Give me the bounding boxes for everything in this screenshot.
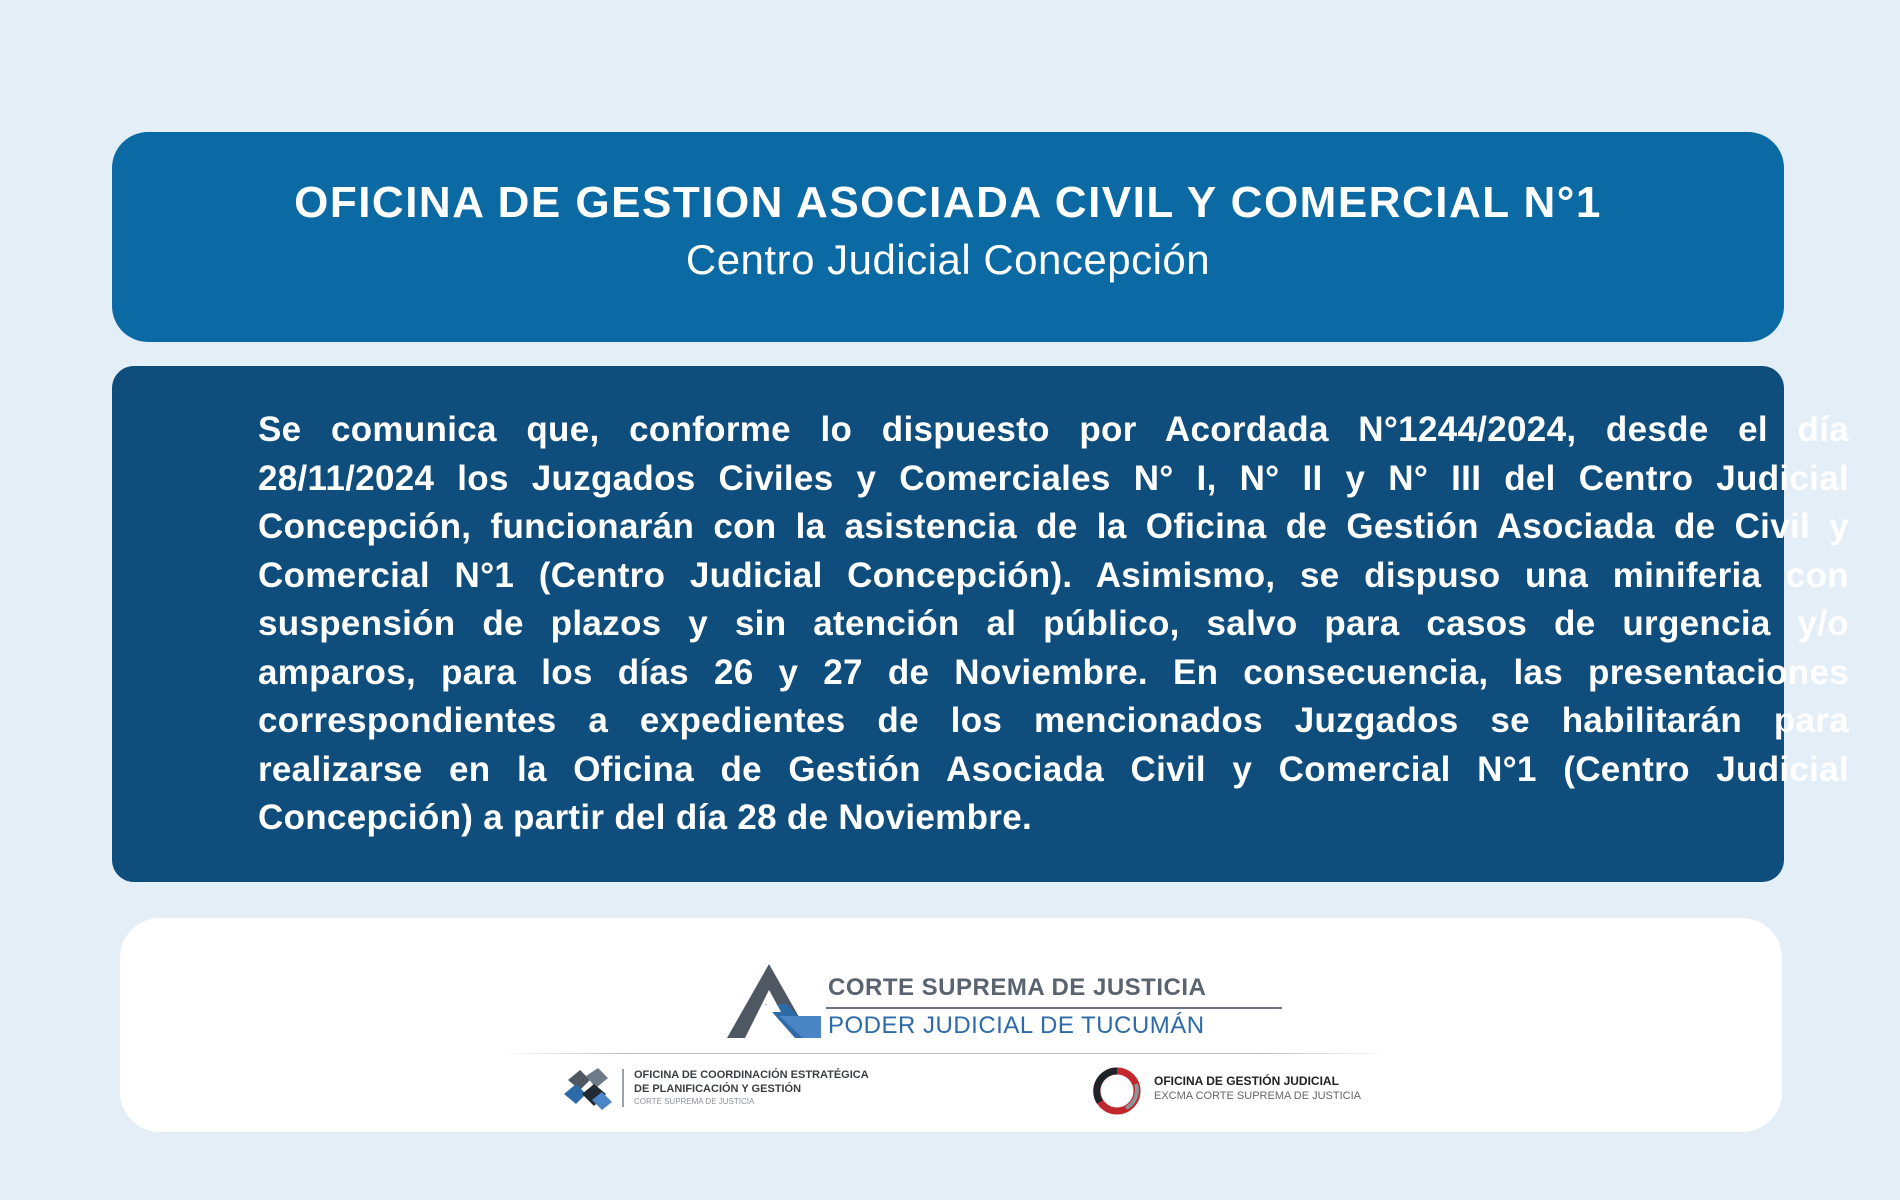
notice-line: correspondientes a expedientes de los mencionados Juzgados se habilitarán para <box>258 701 1849 740</box>
notice-line: Concepción) a partir del día 28 de Noviembre. <box>258 798 1032 837</box>
office-title: OFICINA DE GESTION ASOCIADA CIVIL Y COMERCIAL N°1 <box>294 178 1602 227</box>
csj-logo-icon <box>725 960 825 1040</box>
notice-line: amparos, para los días 26 y 27 de Noviembre. En consecuencia, las presentaciones <box>258 652 1849 692</box>
csj-subtitle: PODER JUDICIAL DE TUCUMÁN <box>828 1012 1205 1039</box>
ocepg-separator <box>622 1069 624 1107</box>
notice-line: Se comunica que, conforme lo dispuesto por Acordada N°1244/2024, desde el día <box>258 410 1849 449</box>
ogj-label <box>1154 1074 1361 1103</box>
notice-panel <box>112 366 1849 882</box>
notice-line: realizarse en la Oficina de Gestión Asociada Civil y Comercial N°1 (Centro Judicial <box>258 749 1849 789</box>
footer-logos <box>120 918 1782 1132</box>
notice-line: 28/11/2024 los Juzgados Civiles y Comerciales N° I, N° II y N° III del Centro Judicial <box>258 458 1849 498</box>
notice-line: Concepción, funcionarán con la asistencia de la Oficina de Gestión Asociada de Civil y <box>258 507 1849 546</box>
notice-line: suspensión de plazos y sin atención al público, salvo para casos de urgencia y/o <box>258 604 1849 643</box>
notice-line: Comercial N°1 (Centro Judicial Concepción). Asimismo, se dispuso una miniferia con <box>258 555 1849 595</box>
ocepg-line1: OFICINA DE COORDINACIÓN ESTRATÉGICA <box>634 1069 869 1081</box>
office-subtitle: Centro Judicial Concepción <box>685 236 1211 283</box>
ogj-line1: OFICINA DE GESTIÓN JUDICIAL <box>1154 1074 1339 1088</box>
footer-divider <box>500 1053 1390 1054</box>
ogj-line2: EXCMA CORTE SUPREMA DE JUSTICIA <box>1154 1090 1362 1102</box>
ocepg-line3: CORTE SUPREMA DE JUSTICIA <box>634 1097 755 1106</box>
csj-divider <box>826 1007 1282 1009</box>
ogj-logo-icon <box>1092 1066 1144 1116</box>
ocepg-label <box>634 1068 869 1107</box>
ocepg-logo-icon <box>562 1066 614 1112</box>
csj-name: CORTE SUPREMA DE JUSTICIA <box>828 974 1207 1001</box>
notice-text <box>258 406 1849 843</box>
ocepg-line2: DE PLANIFICACIÓN Y GESTIÓN <box>634 1083 802 1095</box>
header-banner <box>112 132 1784 342</box>
